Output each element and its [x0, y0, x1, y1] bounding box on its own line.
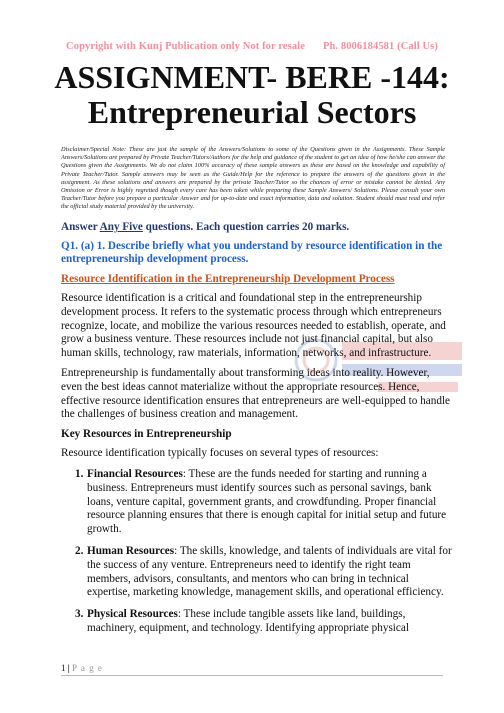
- list-item-term: Physical Resources: [87, 608, 178, 621]
- list-item-term: Financial Resources: [87, 468, 183, 480]
- instructions-prefix: Answer: [61, 221, 100, 233]
- list-item-term: Human Resources: [87, 544, 175, 557]
- disclaimer-note: Disclaimer/Special Note: These are just the sample of the Answers/Solutions to some of the Questions given in the Assignments. These Sample Answers/Solutions are prepared by Private Teacher/Tutors/Authors for the help and guidance of the student to get an idea of how he/she can answer the Questions given the Assignments. We do not claim 100% accuracy of these sample answers as these are based on the knowledge and capability of Private Teacher/Tutor. Sample answers may be seen as the Guide/Help for the reference to prepare the answers of the questions given in the assignment. As these solutions and answers are prepared by the private Teacher/Tutor so the chances of error or mistake cannot be denied. Any Omission or Error is highly regretted though every care has been taken while preparing these Sample Answers/ Solutions. Please consult your own Teacher/Tutor before you prepare a particular Answer and for up-to-date and exact information, data and solution. Student should must read and refer the official study material provided by the university.: [61, 146, 445, 211]
- copyright-header: [0, 41, 504, 52]
- list-item-number: 3.: [75, 608, 84, 621]
- list-item: [61, 468, 453, 537]
- list-item: [61, 545, 453, 600]
- list-item-text: : These include tangible assets like land, buildings, machinery, equipment, and technology. Identifying appropriate physical: [87, 608, 409, 634]
- list-item: [61, 608, 453, 636]
- question-heading: Q1. (a) 1. Describe briefly what you understand by resource identification in the entrepreneurship development process.: [61, 240, 443, 265]
- key-resources-heading: Key Resources in Entrepreneurship: [61, 428, 232, 440]
- page-footer: [61, 663, 103, 673]
- page-label: P a g e: [71, 663, 103, 673]
- document-title: [20, 60, 484, 130]
- resource-list: [61, 468, 453, 636]
- page-number: 1: [61, 663, 66, 673]
- copyright-text: Copyright with Kunj Publication only Not for resale: [66, 41, 305, 52]
- section-heading: Resource Identification in the Entrepreneurship Development Process: [61, 273, 395, 285]
- page-separator: |: [65, 663, 72, 673]
- paragraph-importance: Entrepreneurship is fundamentally about transforming ideas into reality. However, even the best ideas cannot materialize without the appropriate resources. Hence, effective resource identification ensures that entrepreneurs are well-equipped to handle the challenges of business creation and management.: [61, 367, 451, 421]
- contact-phone: Ph. 8006184581 (Call Us): [322, 41, 438, 52]
- instructions-emphasis: Any Five: [99, 221, 143, 233]
- paragraph-definition: Resource identification is a critical and foundational step in the entrepreneurship development process. It refers to the systematic process through which entrepreneurs recognize, locate, and mobilize the various resources needed to establish, operate, and grow a business venture. These resources include not just financial capital, but also human skills, technology, raw materials, information, networks, and infrastructure.: [61, 292, 446, 360]
- footer-divider: [61, 675, 443, 676]
- answer-instructions: [61, 221, 451, 233]
- title-line-1: ASSIGNMENT- BERE -144:: [54, 59, 450, 95]
- title-line-2: Entrepreneurial Sectors: [87, 94, 417, 130]
- paragraph-intro-list: Resource identification typically focuses on several types of resources:: [61, 447, 379, 459]
- instructions-suffix: questions. Each question carries 20 marks.: [142, 221, 350, 233]
- list-item-text: : The skills, knowledge, and talents of individuals are vital for the success of any venture. Entrepreneurs need to identify the right team members, advisors, consultants, and mentors who can bring in technical expertise, marketing knowledge, management skills, and operational efficiency.: [87, 544, 452, 599]
- list-item-number: 2.: [75, 544, 84, 557]
- list-item-number: 1.: [75, 468, 84, 480]
- list-item-text: : These are the funds needed for starting and running a business. Entrepreneurs must identify sources such as personal savings, bank loans, venture capital, government grants, and crowdfunding. Proper financial resource planning ensures that there is enough capital for initial setup and future growth.: [87, 468, 447, 536]
